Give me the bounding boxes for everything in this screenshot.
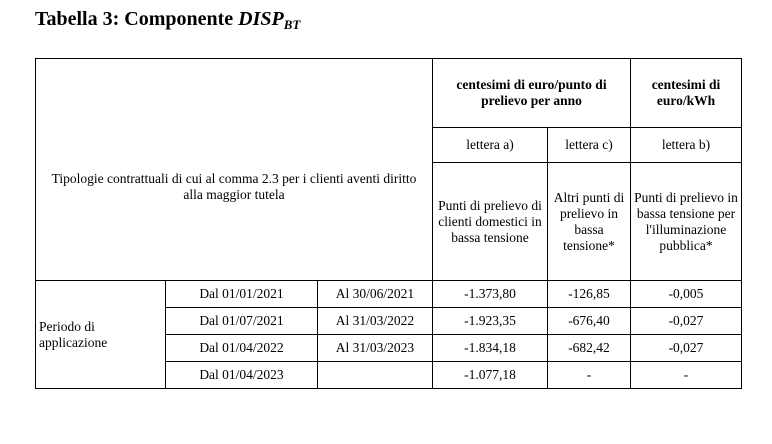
table-row [36, 281, 742, 308]
value-a: -1.923,35 [433, 308, 548, 335]
value-c: - [548, 362, 631, 389]
left-description-cell [36, 59, 433, 281]
desc-b: Punti di prelievo in bassa tensione per l'illuminazione pubblica* [631, 163, 742, 281]
value-c: -676,40 [548, 308, 631, 335]
value-b: -0,027 [631, 335, 742, 362]
period-to: Al 31/03/2023 [318, 335, 433, 362]
desc-a: Punti di prelievo di clienti domestici in bassa tensione [433, 163, 548, 281]
value-a: -1.373,80 [433, 281, 548, 308]
period-from: Dal 01/07/2021 [166, 308, 318, 335]
value-b: - [631, 362, 742, 389]
period-from: Dal 01/04/2022 [166, 335, 318, 362]
header-group-1: centesimi di euro/punto di prelievo per anno [433, 59, 631, 128]
disp-table [35, 58, 742, 389]
period-to: Al 30/06/2021 [318, 281, 433, 308]
letter-b-header: lettera b) [631, 128, 742, 163]
value-c: -682,42 [548, 335, 631, 362]
desc-c: Altri punti di prelievo in bassa tensione* [548, 163, 631, 281]
period-to [318, 362, 433, 389]
period-from: Dal 01/04/2023 [166, 362, 318, 389]
value-b: -0,005 [631, 281, 742, 308]
period-label: Periodo di applicazione [36, 281, 166, 389]
letter-a-header: lettera a) [433, 128, 548, 163]
letter-c-header: lettera c) [548, 128, 631, 163]
period-to: Al 31/03/2022 [318, 308, 433, 335]
title-disp: DISP [238, 8, 284, 30]
value-c: -126,85 [548, 281, 631, 308]
header-group-2: centesimi di euro/kWh [631, 59, 742, 128]
title-subscript: BT [283, 17, 301, 32]
value-a: -1.834,18 [433, 335, 548, 362]
period-from: Dal 01/01/2021 [166, 281, 318, 308]
value-b: -0,027 [631, 308, 742, 335]
value-a: -1.077,18 [433, 362, 548, 389]
table-title [35, 8, 300, 33]
left-description: Tipologie contrattuali di cui al comma 2.3 per i clienti aventi diritto alla maggior tutela [51, 171, 417, 202]
title-prefix: Tabella 3: Componente [35, 8, 239, 30]
